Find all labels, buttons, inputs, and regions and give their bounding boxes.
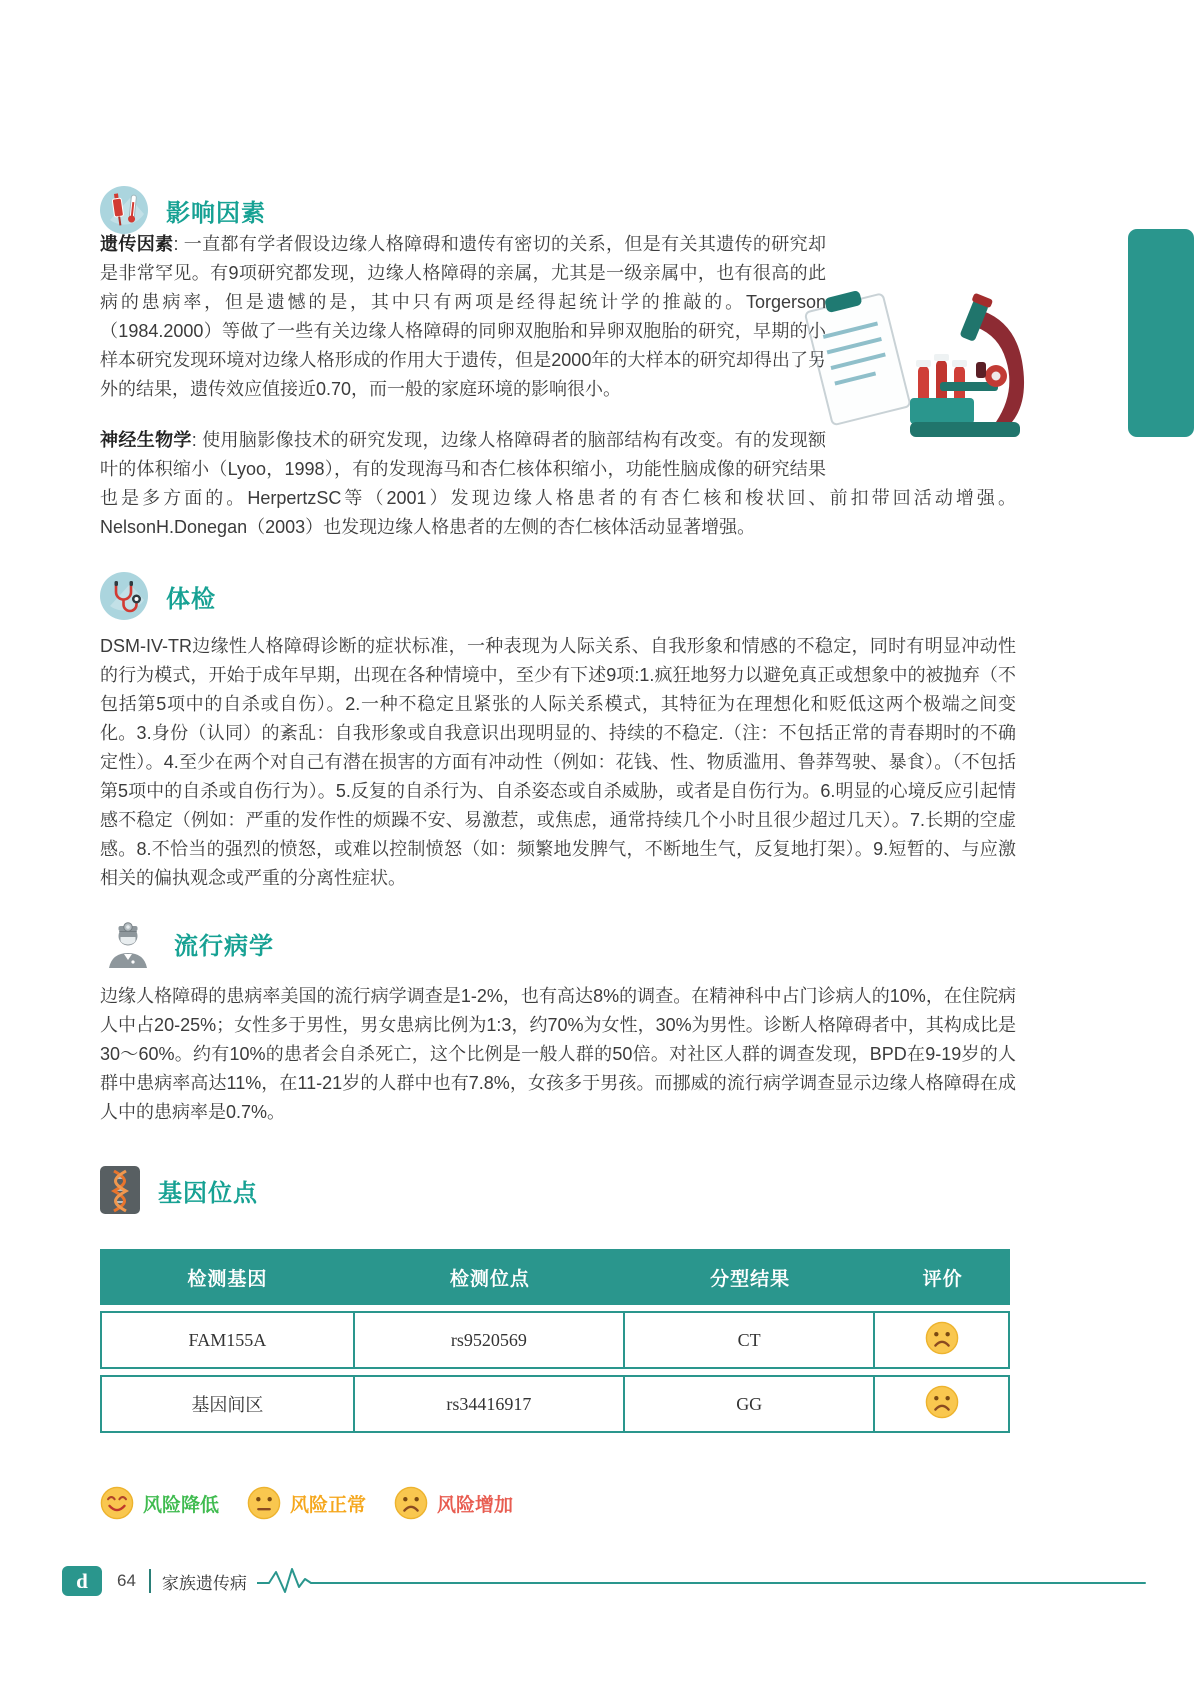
happy-face-icon bbox=[100, 1486, 134, 1520]
neutral-face-icon bbox=[247, 1486, 281, 1520]
dna-icon bbox=[100, 1166, 140, 1214]
page-number: 64 bbox=[117, 1571, 136, 1590]
section-title: 基因位点 bbox=[158, 1179, 258, 1207]
sad-face-icon bbox=[394, 1486, 428, 1520]
section-title: 体检 bbox=[166, 585, 216, 613]
section-title: 流行病学 bbox=[174, 932, 274, 960]
locus-cell: rs9520569 bbox=[355, 1311, 625, 1369]
legend-item-risk-down bbox=[100, 1486, 219, 1520]
gene-cell: FAM155A bbox=[100, 1311, 355, 1369]
gene-loci-table bbox=[100, 1243, 1010, 1439]
table-row bbox=[100, 1311, 1010, 1369]
column-header-gene: 检测基因 bbox=[100, 1249, 355, 1305]
syringe-thermometer-icon bbox=[100, 186, 148, 234]
column-header-locus: 检测位点 bbox=[355, 1249, 625, 1305]
genotype-cell: CT bbox=[625, 1311, 875, 1369]
stethoscope-icon bbox=[100, 572, 148, 620]
doctor-icon bbox=[100, 918, 156, 968]
locus-cell: rs34416917 bbox=[355, 1375, 625, 1433]
sad-face-icon bbox=[925, 1385, 959, 1419]
footer-logo: d bbox=[62, 1566, 102, 1596]
legend-label: 风险正常 bbox=[290, 1494, 367, 1516]
paragraph-lead: 遗传因素 bbox=[100, 234, 174, 254]
factors-paragraphs bbox=[100, 230, 1016, 542]
column-header-genotype: 分型结果 bbox=[625, 1249, 875, 1305]
table-header-row bbox=[100, 1249, 1010, 1305]
gene-cell: 基因间区 bbox=[100, 1375, 355, 1433]
legend-label: 风险降低 bbox=[143, 1494, 220, 1516]
evaluation-cell bbox=[875, 1375, 1010, 1433]
risk-legend bbox=[100, 1486, 513, 1520]
side-accent-strip bbox=[1128, 229, 1194, 437]
section-header-influencing-factors bbox=[100, 186, 266, 234]
genotype-cell: GG bbox=[625, 1375, 875, 1433]
footer-label: 家族遗传病 bbox=[161, 1573, 247, 1593]
table-row bbox=[100, 1375, 1010, 1433]
illustration-spacer bbox=[826, 230, 1016, 458]
exam-paragraph: DSM-IV-TR边缘性人格障碍诊断的症状标准，一种表现为人际关系、自我形象和情感的不稳定，同时有明显冲动性的行为模式，开始于成年早期，出现在各种情境中，至少有下述9项:1.疯狂地努力以避免真正或想象中的被抛弃（不包括第5项中的自杀或自伤）。2.一种不稳定且紧张的人际关系模式，其特征为在理想化和贬低这两个极端之间变化。3.身份（认同）的紊乱：自我形象或自我意识出现明显的、持续的不稳定.（注：不包括正常的青春期时的不确定性）。4.至少在两个对自己有潜在损害的方面有冲动性（例如：花钱、性、物质滥用、鲁莽驾驶、暴食）。（不包括第5项中的自杀或自伤行为）。5.反复的自杀行为、自杀姿态或自杀威胁，或者是自伤行为。6.明显的心境反应引起情感不稳定（例如：严重的发作性的烦躁不安、易激惹，或焦虑，通常持续几个小时且很少超过几天）。7.长期的空虚感。8.不恰当的强烈的愤怒，或难以控制愤怒（如：频繁地发脾气，不断地生气，反复地打架）。9.短暂的、与应激相关的偏执观念或严重的分离性症状。 bbox=[100, 636, 1016, 888]
sad-face-icon bbox=[925, 1321, 959, 1355]
evaluation-cell bbox=[875, 1311, 1010, 1369]
neurobiology-paragraph: 神经生物学: 使用脑影像技术的研究发现，边缘人格障碍者的脑部结构有改变。有的发现额叶的体积缩小（Lyoo，1998），有的发现海马和杏仁核体积缩小，功能性脑成像的研究结果也是多方面的。HerpertzSC等（2001）发现边缘人格患者的有杏仁核和梭状回、前扣带回活动增强。NelsonH.Donegan（2003）也发现边缘人格患者的左侧的杏仁核体活动显著增强。 bbox=[100, 430, 1016, 537]
legend-item-risk-up bbox=[394, 1486, 513, 1520]
section-header-physical-exam bbox=[100, 572, 216, 620]
paragraph-lead: 神经生物学 bbox=[100, 430, 192, 450]
column-header-evaluation: 评价 bbox=[875, 1249, 1010, 1305]
section-header-epidemiology bbox=[100, 918, 274, 968]
page-footer bbox=[62, 1566, 1152, 1596]
heartbeat-line-icon bbox=[257, 1566, 1152, 1596]
epidemiology-paragraph: 边缘人格障碍的患病率美国的流行病学调查是1-2%，也有高达8%的调查。在精神科中占门诊病人的10%，在住院病人中占20-25%；女性多于男性，男女患病比例为1:3，约70%为女性，30%为男性。诊断人格障碍者中，其构成比是30～60%。约有10%的患者会自杀死亡，这个比例是一般人群的50倍。对社区人群的调查发现，BPD在9-19岁的人群中患病率高达11%，在11-21岁的人群中也有7.8%，女孩多于男孩。而挪威的流行病学调查显示边缘人格障碍在成人中的患病率是0.7%。 bbox=[100, 986, 1016, 1122]
legend-label: 风险增加 bbox=[437, 1494, 514, 1516]
genetics-paragraph: 遗传因素: 一直都有学者假设边缘人格障碍和遗传有密切的关系，但是有关其遗传的研究却是非常罕见。有9项研究都发现，边缘人格障碍的亲属，尤其是一级亲属中，也有很高的此病的患病率，但是遗憾的是，其中只有两项是经得起统计学的推敲的。Torgerson（1984.2000）等做了一些有关边缘人格障碍的同卵双胞胎和异卵双胞胎的研究，早期的小样本研究发现环境对边缘人格形成的作用大于遗传，但是2000年的大样本的研究却得出了另外的结果，遗传效应值接近0.70，而一般的家庭环境的影响很小。 bbox=[100, 234, 826, 399]
section-title: 影响因素 bbox=[166, 199, 266, 227]
section-header-gene-loci bbox=[100, 1166, 258, 1214]
footer-divider bbox=[149, 1569, 151, 1593]
legend-item-risk-normal bbox=[247, 1486, 366, 1520]
